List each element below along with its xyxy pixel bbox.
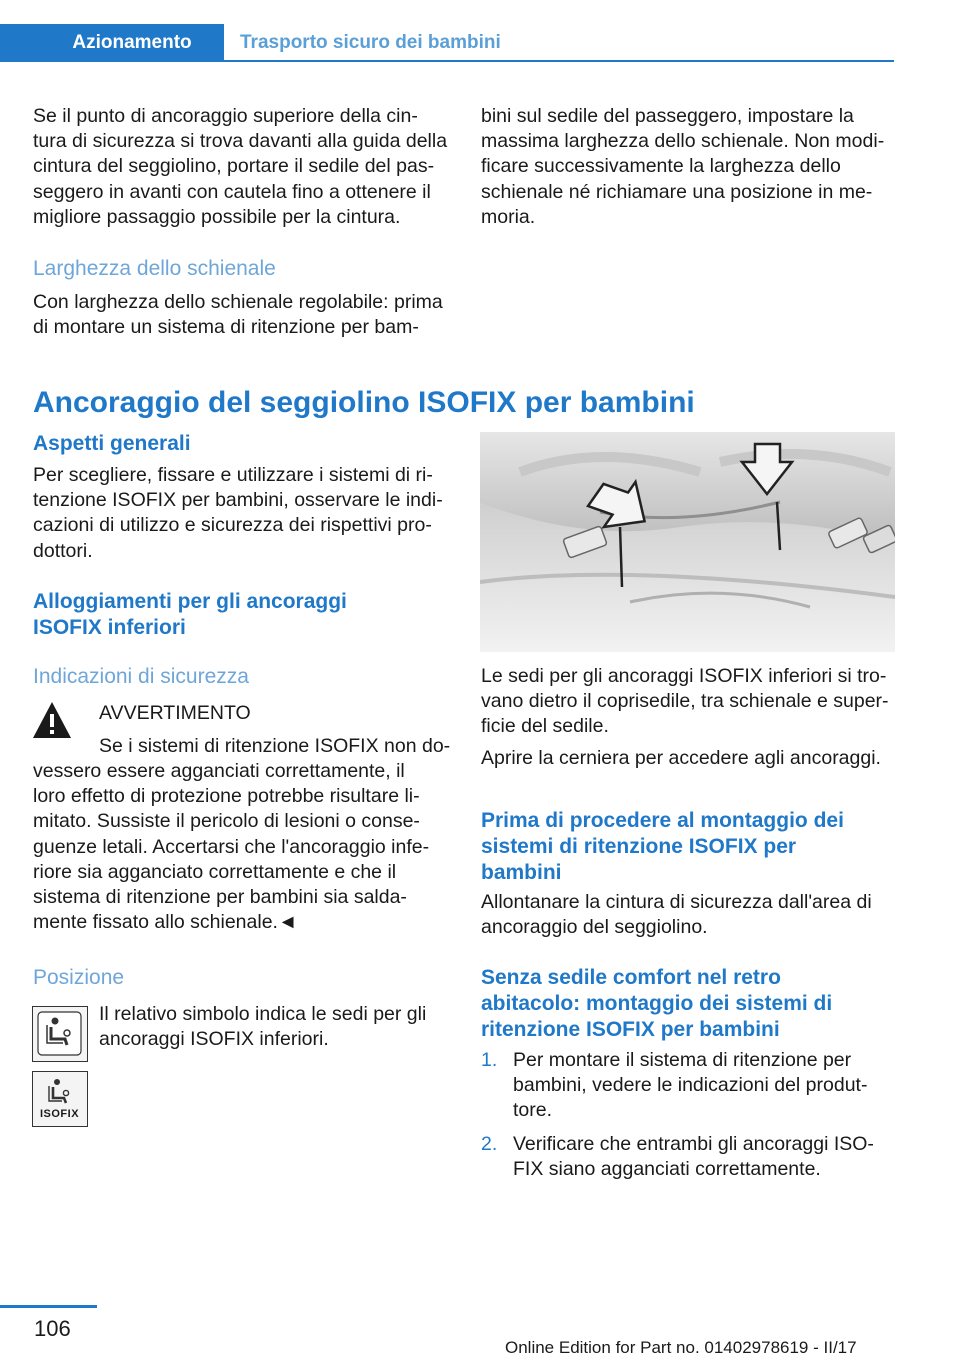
step-number: 2. <box>481 1133 498 1155</box>
before-mounting-paragraph: Allontanare la cintura di sicurezza dall'area di ancoraggio del seggiolino. <box>481 891 872 939</box>
topic-tab[interactable]: Trasporto sicuro dei bambini <box>240 32 501 53</box>
warning-text-first-line: Se i sistemi di ritenzione ISOFIX non do- <box>99 735 451 757</box>
heading-before-mounting: Prima di procedere al montaggio dei sistemi di ritenzione ISOFIX per bambini <box>481 809 844 884</box>
isofix-label: ISOFIX <box>39 1108 80 1120</box>
step-text: Verificare che entrambi gli ancoraggi ISO- FIX siano agganciati correttamente. <box>513 1133 874 1181</box>
heading-general: Aspetti generali <box>33 432 191 455</box>
page-number: 106 <box>34 1316 71 1341</box>
edition-note: Online Edition for Part no. 01402978619 - II/17 <box>505 1338 857 1357</box>
heading-position: Posizione <box>33 966 125 989</box>
step-number: 1. <box>481 1049 498 1071</box>
heading-backrest-width: Larghezza dello schienale <box>33 257 276 280</box>
child-seat-icon <box>32 1006 88 1062</box>
intro-paragraph: Se il punto di ancoraggio superiore della cin- tura di sicurezza si trova davanti alla guida della cintura del seggiolino, portare il sedile del pas- seggero in avanti con cautela fino a ottenere il migliore passaggio possibile per la cintura. <box>33 105 448 228</box>
main-heading: Ancoraggio del seggiolino ISOFIX per bambini <box>33 386 695 419</box>
warning-triangle-icon <box>31 700 73 740</box>
warning-title: AVVERTIMENTO <box>99 702 251 724</box>
isofix-symbol-icon <box>32 1071 88 1127</box>
heading-housings: Alloggiamenti per gli ancoraggi ISOFIX inferiori <box>33 590 347 639</box>
section-tab[interactable]: Azionamento <box>0 24 224 62</box>
heading-without-comfort-seat: Senza sedile comfort nel retro abitacolo: montaggio dei sistemi di ritenzione ISOFIX per bambini <box>481 966 833 1041</box>
open-zipper-paragraph: Aprire la cerniera per accedere agli ancoraggi. <box>481 747 881 769</box>
backrest-continued-paragraph: bini sul sedile del passeggero, impostare la massima larghezza dello schienale. Non modi- ficare successivamente la larghezza dello schienale né richiamare una posizione in me- moria. <box>481 105 885 228</box>
heading-safety: Indicazioni di sicurezza <box>33 665 249 688</box>
page-header <box>0 0 960 64</box>
rear-seat-illustration <box>480 432 895 652</box>
warning-text: vessero essere agganciati correttamente, il loro effetto di protezione potrebbe risultare li- mitato. Sussiste il pericolo di lesioni o conse- guenze letali. Accertarsi che l'ancoraggio infe- riore sia agganciato correttamente e che il sistema di ritenzione per bambini sia salda- mente fissato allo schienale.◄ <box>33 760 430 934</box>
header-rule <box>224 60 894 62</box>
footer-rule <box>0 1305 97 1308</box>
general-paragraph: Per scegliere, fissare e utilizzare i sistemi di ri- tenzione ISOFIX per bambini, osservare le indi- cazioni di utilizzo e sicurezza dei rispettivi pro- dottori. <box>33 464 443 562</box>
step-text: Per montare il sistema di ritenzione per bambini, vedere le indicazioni del produt- tore. <box>513 1049 868 1122</box>
position-paragraph: Il relativo simbolo indica le sedi per gli ancoraggi ISOFIX inferiori. <box>99 1003 427 1051</box>
backrest-paragraph: Con larghezza dello schienale regolabile: prima di montare un sistema di ritenzione per bam- <box>33 291 443 339</box>
seats-paragraph: Le sedi per gli ancoraggi ISOFIX inferiori si tro- vano dietro il coprisedile, tra schienale e super- ficie del sedile. <box>481 665 889 738</box>
